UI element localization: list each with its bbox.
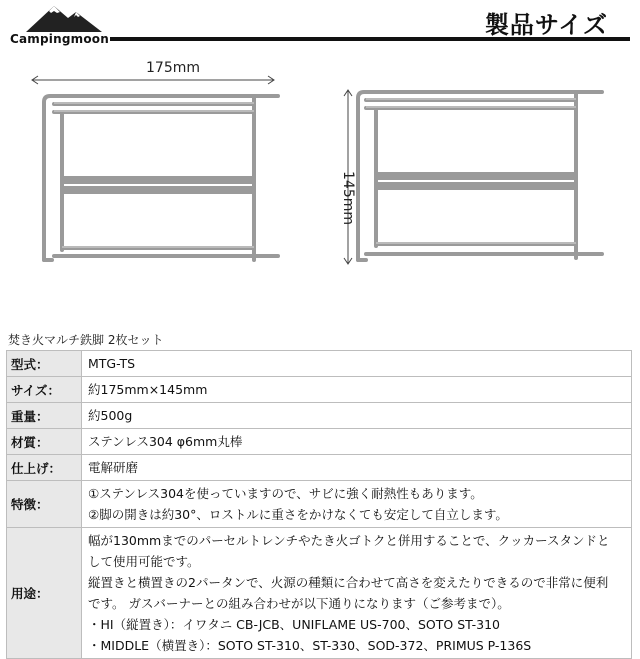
features-label: 特徴： xyxy=(7,481,82,528)
page-title: 製品サイズ xyxy=(484,11,608,39)
spec-row-finish xyxy=(7,455,632,481)
spec-value: 約500g xyxy=(82,403,632,429)
brand-name: Campingmoon xyxy=(10,32,109,46)
rack-highlights xyxy=(54,103,254,247)
usage-line: ・MIDDLE（横置き）：SOTO ST-310、ST-330、SOD-372、PRIMUS P-136S xyxy=(88,638,532,653)
usage-line: です。 ガスバーナーとの組み合わせが以下通りになります（ご参考まで）。 xyxy=(88,596,510,611)
usage-line: して使用可能です。 xyxy=(88,554,200,569)
width-dimension-line xyxy=(32,76,274,84)
usage-line: 縦置きと横置きの2パータンで、火源の種類に合わせて高さを変えたりできるので非常に便利 xyxy=(88,575,609,590)
spec-value: 電解研磨 xyxy=(82,455,632,481)
rack-frame-side xyxy=(358,92,602,260)
spec-table xyxy=(6,350,632,659)
usage-label: 用途： xyxy=(7,528,82,659)
spec-label: 仕上げ： xyxy=(7,455,82,481)
spec-value: MTG-TS xyxy=(82,351,632,377)
features-text xyxy=(82,481,632,528)
spec-row-features xyxy=(7,481,632,528)
features-line: ②脚の開きは約30°、ロストルに重さをかけなくても安定して自立します。 xyxy=(88,507,508,522)
rack-side-view xyxy=(332,82,622,272)
spec-label: 重量： xyxy=(7,403,82,429)
spec-value: ステンレス304 φ6mm丸棒 xyxy=(82,429,632,455)
rack-highlights-side xyxy=(366,99,576,243)
rack-frame xyxy=(44,96,278,260)
spec-row-size xyxy=(7,377,632,403)
width-dimension-label: 175mm xyxy=(146,60,200,76)
spec-label: 材質： xyxy=(7,429,82,455)
rack-front-view xyxy=(28,70,288,280)
usage-line: ・HI（縦置き）：イワタニ CB-JCB、UNIFLAME US-700、SOTO ST-310 xyxy=(88,617,500,632)
spec-row-weight xyxy=(7,403,632,429)
mountain-logo-icon xyxy=(24,2,104,34)
spec-row-model xyxy=(7,351,632,377)
spec-value: 約175mm×145mm xyxy=(82,377,632,403)
spec-label: サイズ： xyxy=(7,377,82,403)
usage-text xyxy=(82,528,632,659)
brand-logo xyxy=(10,2,120,48)
product-name: 焚き火マルチ鉄脚 2枚セット xyxy=(8,333,164,347)
features-line: ①ステンレス304を使っていますので、サビに強く耐熱性もあります。 xyxy=(88,486,483,501)
spec-label: 型式： xyxy=(7,351,82,377)
usage-line: 幅が130mmまでのパーセルトレンチやたき火ゴトクと併用することで、クッカースタンドと xyxy=(88,533,610,548)
spec-row-usage xyxy=(7,528,632,659)
height-dimension-label: 145mm xyxy=(340,171,356,225)
spec-row-material xyxy=(7,429,632,455)
